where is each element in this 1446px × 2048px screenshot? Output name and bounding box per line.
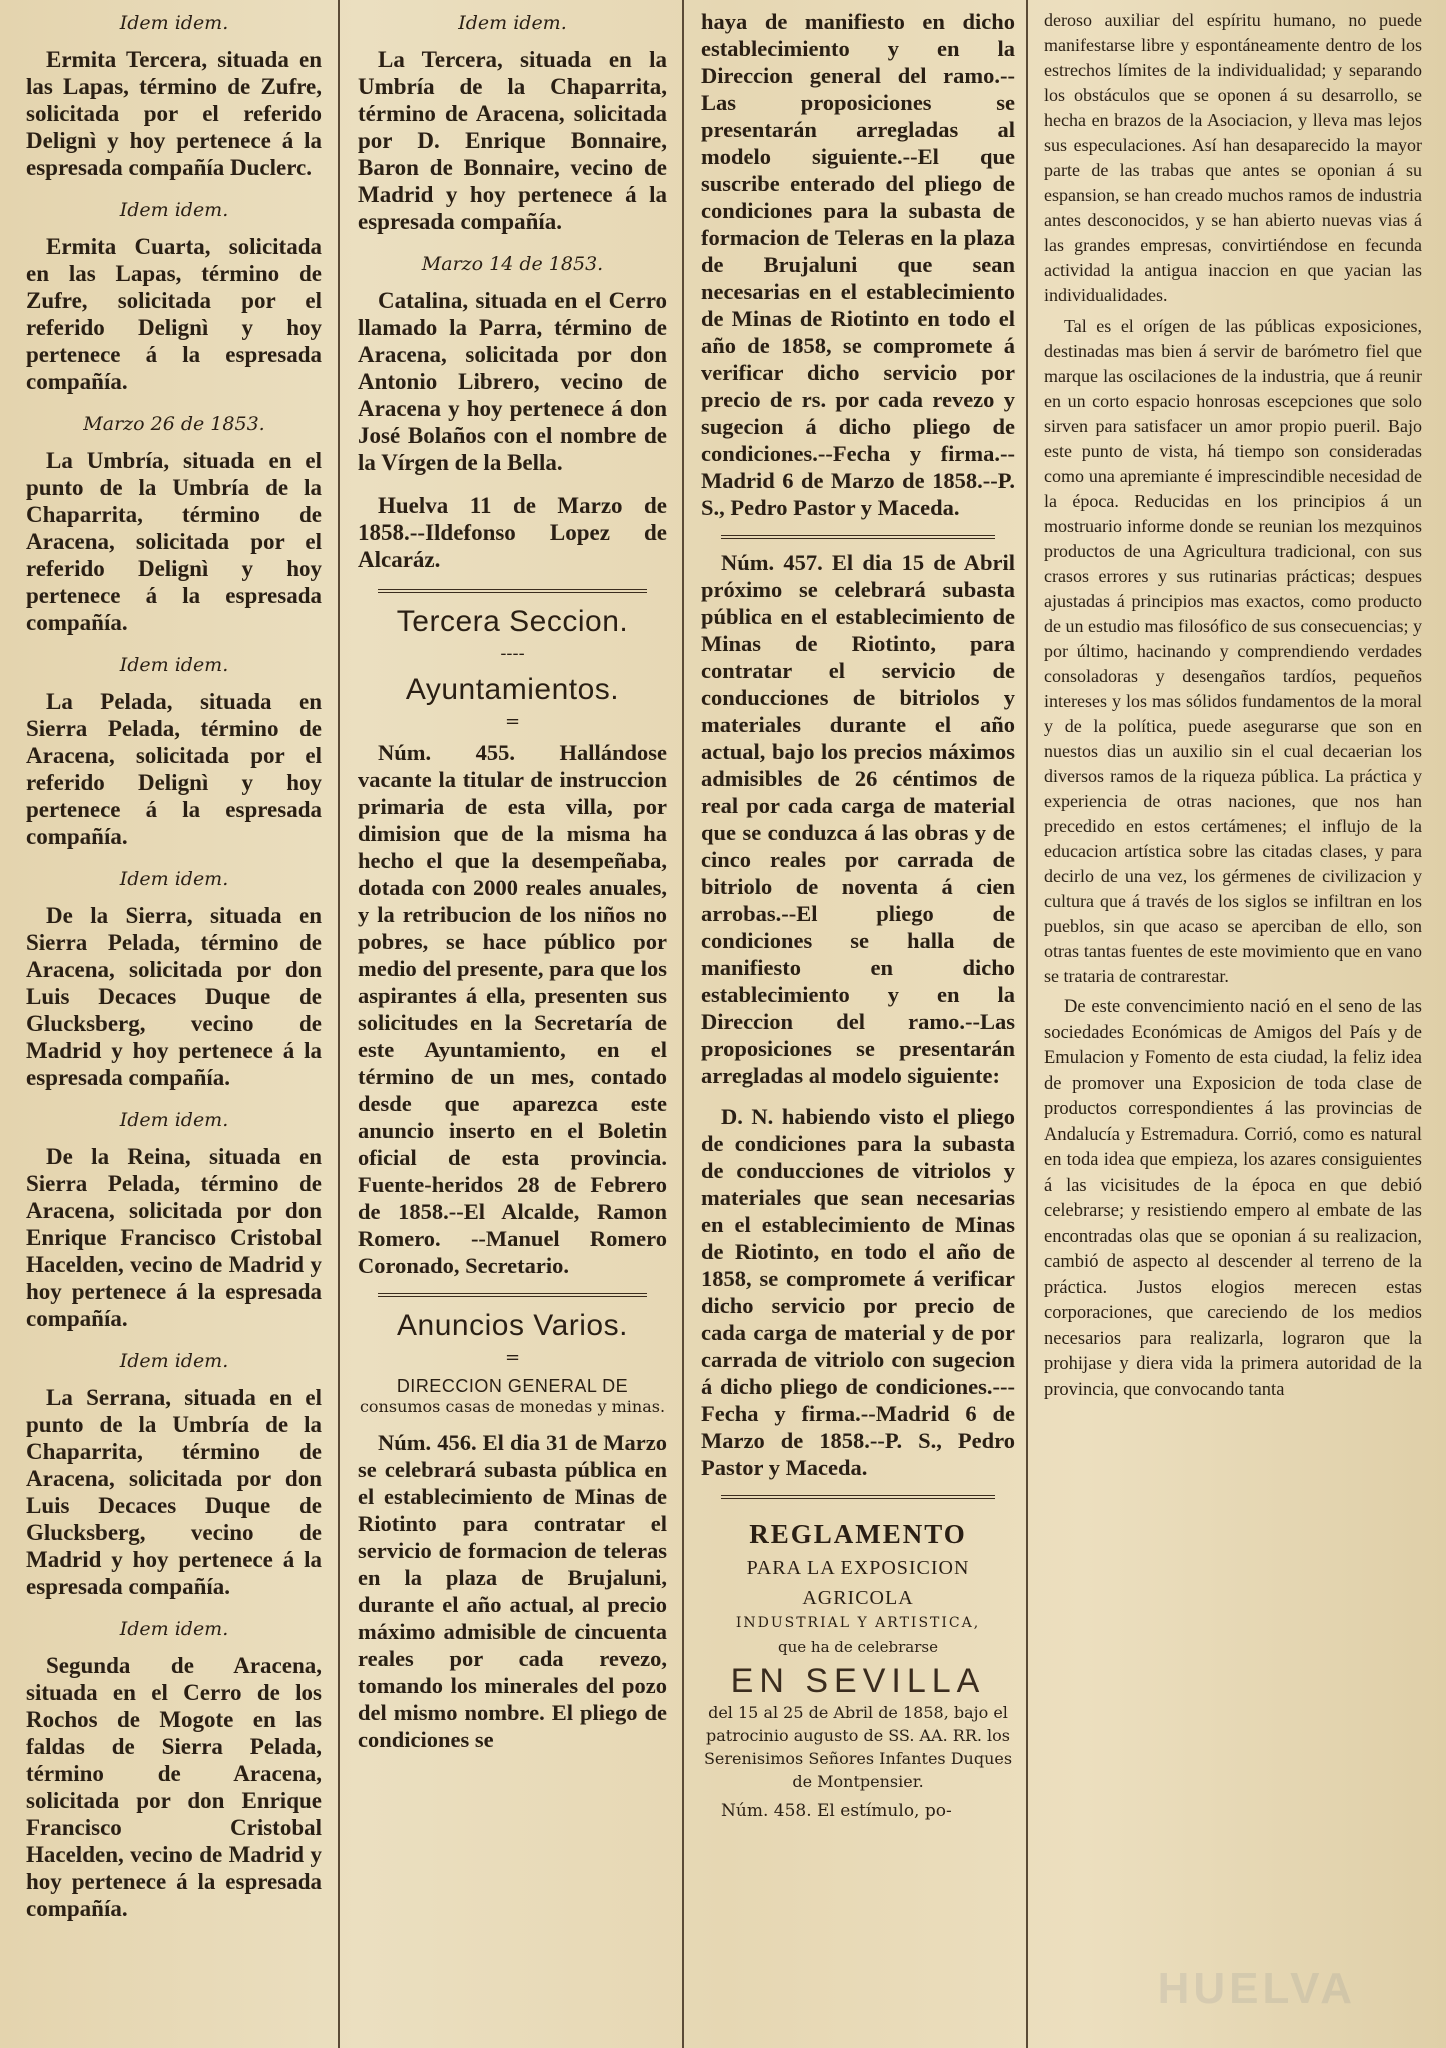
reglamento-title: REGLAMENTO — [749, 1519, 967, 1549]
notice-457-model: D. N. habiendo visto el pliego de condiciones para la subasta de conducciones de vitriolos y materiales que sean necesarias en el establecimiento de Minas de Riotinto, en todo el año de 1858, se compromete á verificar dicho servicio por precio de cada carga de material y de por carrada de vitriolo con sugecion á dicho pliego de condiciones.---Fecha y firma.--Madrid 6 de Marzo de 1858.--P. S., Pedro Pastor y Maceda. — [701, 1104, 1015, 1480]
notice-456-cont: haya de manifiesto en dicho establecimiento y en la Direccion general del ramo.-- Las proposiciones se presentarán arregladas al modelo siguiente.--El que suscribe enterado del pliego de condiciones para la subasta de formacion de Teleras en la plaza de Brujaluni que sean necesarias en el establecimiento de Minas de Riotinto en todo el año de 1858, se compromete á verificar dicho servicio por precio de rs. por cada revezo y sugecion á dicho pliego de condiciones.--Fecha y firma.--Madrid 6 de Marzo de 1858.--P. S., Pedro Pastor y Maceda. — [701, 9, 1015, 520]
notice-458-text: Tal es el orígen de las públicas exposiciones, destinadas mas bien á servir de barómetro fiel que marque las oscilaciones de la industria, que á reunir en un corto espacio honrosas escepciones que solo sirven para satisfacer un amor propio pueril. Bajo este punto de vista, há tiempo son consideradas como una apremiante é imprescindible necesidad de la época. Reducidas en los principios á un mostruario informe donde se reunian los mezquinos productos de una Agricultura tradicional, con sus crasos errores y sus rutinarias prácticas; despues ajustadas á principios mas exactos, como producto de un estudio mas filosófico de sus consecuencias; y por último, hacinando y comprendiendo verdades consoladoras y desengaños tardíos, pequeños intereses y los mas sólidos fundamentos de la moral y de la política, puede asegurarse que son en nuestos dias un auxilio sin el cual decaerian los diversos ramos de la riqueza pública. La práctica y experiencia de otras naciones, que nos han precedido en estos certámenes; el influjo de la educacion artística sobre las citadas clases, y para decirlo de una vez, los gérmenes de civilizacion y cultura que á través de los siglos se infiltran en los pueblos, sin que acaso se aperciban de ello, son otras tantas fuentes de este movimiento que en vano se trataria de contrarestar. — [1044, 316, 1422, 986]
notice-458-text: De este convencimiento nació en el seno de las sociedades Económicas de Amigos del País y de Emulacion y Fomento de esta ciudad, la feliz idea de promover una Exposicion de toda clase de productos correspondientes á las provincias de Andalucía y Estremadura. Corrió, como es natural en toda idea que empieza, los azares consiguientes á las vicisitudes de la época en que debió celebrarse; y resistiendo empero al embate de las encontradas olas que se oponian á su realizacion, cambió de aspecto al descender al terreno de la práctica. Justos elogios merecen estas corporaciones, que careciendo de los medios necesarios para realizarla, lograron que la prohijase y diera vida la primera autoridad de la provincia, que convocando tanta — [1044, 997, 1422, 1400]
reglamento-line: INDUSTRIAL Y ARTISTICA, — [735, 1615, 981, 1631]
section-divider — [378, 589, 647, 593]
signature-line: Huelva 11 de Marzo de 1858.--Ildefonso Lopez de Alcaráz. — [358, 493, 667, 572]
date-heading: Idem idem. — [119, 868, 229, 890]
ayuntamientos-heading: Ayuntamientos. — [405, 673, 620, 706]
mine-entry: Ermita Cuarta, solicitada en las Lapas, término de Zufre, solicitada por el referido Delignì y hoy pertenece á la espresada compañía. — [26, 234, 322, 394]
direccion-heading: DIRECCION GENERAL DE — [396, 1376, 629, 1396]
notice-458-start: Núm. 458. El estímulo, po- — [721, 1801, 952, 1821]
column-1 — [18, 8, 330, 2040]
reglamento-line: PARA LA EXPOSICION AGRICOLA — [746, 1557, 970, 1609]
dash-divider: = — [504, 711, 521, 732]
mine-entry: La Serrana, situada en el punto de la Umbría de la Chaparrita, término de Aracena, solicitada por don Luis Decaces Duque de Glucksberg, vecino de Madrid y hoy pertenece á la espresada compañía. — [26, 1385, 322, 1599]
mine-entry: De la Sierra, situada en Sierra Pelada, término de Aracena, solicitada por don Luis Decaces Duque de Glucksberg, vecino de Madrid y hoy pertenece á la espresada compañía. — [26, 903, 322, 1090]
notice-456: Núm. 456. El dia 31 de Marzo se celebrará subasta pública en el establecimiento de Minas de Riotinto para contratar el servicio de formacion de teleras en la plaza de Brujaluni, durante el año actual, al precio máximo admisible de cincuenta reales por cada revezo, tomando los minerales del pozo del mismo nombre. El pliego de condiciones se — [358, 1430, 667, 1752]
date-heading: Idem idem. — [119, 1618, 229, 1640]
mine-entry: La Umbría, situada en el punto de la Umbría de la Chaparrita, término de Aracena, solicitada por el referido Delignì y hoy pertenece á la espresada compañía. — [26, 448, 322, 635]
column-rule — [682, 0, 684, 2048]
section-divider — [378, 1293, 647, 1297]
date-heading: Idem idem. — [119, 654, 229, 676]
mine-entry: Ermita Tercera, situada en las Lapas, término de Zufre, solicitada por el referido Delignì y hoy pertenece á la espresada compañía Duclerc. — [26, 47, 322, 180]
mine-entry: La Tercera, situada en la Umbría de la Chaparrita, término de Aracena, solicitada por D. Enrique Bonnaire, Baron de Bonnaire, vecino de Madrid y hoy pertenece á la espresada compañía. — [358, 47, 667, 234]
notice-458-text: deroso auxiliar del espíritu humano, no puede manifestarse libre y espontáneamente dentro de los estrechos límites de la individualidad; y separando los obstáculos que se oponen á su desarrollo, se hecha en brazos de la Asociacion, y lleva mas lejos sus especulaciones. Así han desaparecido la mayor parte de las trabas que antes se oponian á su espansion, se han creado muchos ramos de industria antes desconocidos, y se han abierto nuevas vias á las grandes empresas, convirtiéndose en fecunda actividad la antigua inaccion en que yacian las individualidades. — [1044, 10, 1422, 305]
column-rule — [338, 0, 340, 2048]
column-2 — [350, 8, 675, 2040]
reglamento-body: del 15 al 25 de Abril de 1858, bajo el patrocinio augusto de SS. AA. RR. los Serenisimos Señores Infantes Duques de Montpensier. — [703, 1703, 1013, 1791]
date-heading: Idem idem. — [119, 12, 229, 34]
date-heading: Idem idem. — [119, 199, 229, 221]
date-heading: Idem idem. — [119, 1350, 229, 1372]
date-heading: Marzo 26 de 1853. — [83, 413, 265, 435]
dash-divider: ---- — [500, 643, 525, 664]
mine-entry: Segunda de Aracena, situada en el Cerro de los Rochos de Mogote en las faldas de Sierra Pelada, término de Aracena, solicitada por don Enrique Francisco Cristobal Hacelden, vecino de Madrid y hoy pertenece á la espresada compañía. — [26, 1653, 322, 1921]
date-heading: Idem idem. — [119, 1109, 229, 1131]
column-4 — [1036, 8, 1430, 2040]
anuncios-heading: Anuncios Varios. — [397, 1309, 628, 1342]
date-heading: Marzo 14 de 1853. — [421, 253, 604, 275]
dash-divider: = — [504, 1347, 521, 1368]
archive-watermark: HUELVA — [1157, 1964, 1356, 2013]
date-heading: Idem idem. — [458, 12, 567, 34]
mine-entry: Catalina, situada en el Cerro llamado la Parra, término de Aracena, solicitada por don Antonio Librero, vecino de Aracena y hoy pertenece á don José Bolaños con el nombre de la Vírgen de la Bella. — [358, 288, 667, 475]
notice-455: Núm. 455. Hallándose vacante la titular de instruccion primaria de esta villa, por dimision que de la misma ha hecho el que la desempeñaba, dotada con 2000 reales anuales, y la retribucion de los niños no pobres, se hace público por medio del presente, para que los aspirantes á ella, presenten sus solicitudes en la Secretaría de este Ayuntamiento, en el término de un mes, contado desde que aparezca este anuncio inserto en el Boletin oficial de esta provincia. Fuente-heridos 28 de Febrero de 1858.--El Alcalde, Ramon Romero. --Manuel Romero Coronado, Secretario. — [358, 740, 667, 1278]
mine-entry: De la Reina, situada en Sierra Pelada, término de Aracena, solicitada por don Enrique Francisco Cristobal Hacelden, vecino de Madrid y hoy pertenece á la espresada compañía. — [26, 1144, 322, 1331]
section-heading: Tercera Seccion. — [396, 605, 629, 638]
column-3 — [693, 8, 1023, 2040]
reglamento-line: que ha de celebrarse — [778, 1638, 938, 1656]
direccion-subheading: consumos casas de monedas y minas. — [359, 1397, 666, 1416]
mine-entry: La Pelada, situada en Sierra Pelada, término de Aracena, solicitada por el referido Delignì y hoy pertenece á la espresada compañía. — [26, 689, 322, 849]
section-divider — [721, 1495, 995, 1499]
reglamento-city: EN SEVILLA — [730, 1662, 986, 1700]
section-divider — [721, 535, 995, 539]
notice-457: Núm. 457. El dia 15 de Abril próximo se celebrará subasta pública en el establecimiento de Minas de Riotinto, para contratar el servicio de conducciones de bitriolos y materiales durante el año actual, bajo los precios máximos admisibles de 26 céntimos de real por cada carga de material que se conduzca á las obras y de cinco reales por carrada de bitriolo de noventa á cien arrobas.--El pliego de condiciones se halla de manifiesto en dicho establecimiento y en la Direccion del ramo.--Las proposiciones se presentarán arregladas al modelo siguiente: — [701, 550, 1015, 1088]
column-rule — [1026, 0, 1028, 2048]
